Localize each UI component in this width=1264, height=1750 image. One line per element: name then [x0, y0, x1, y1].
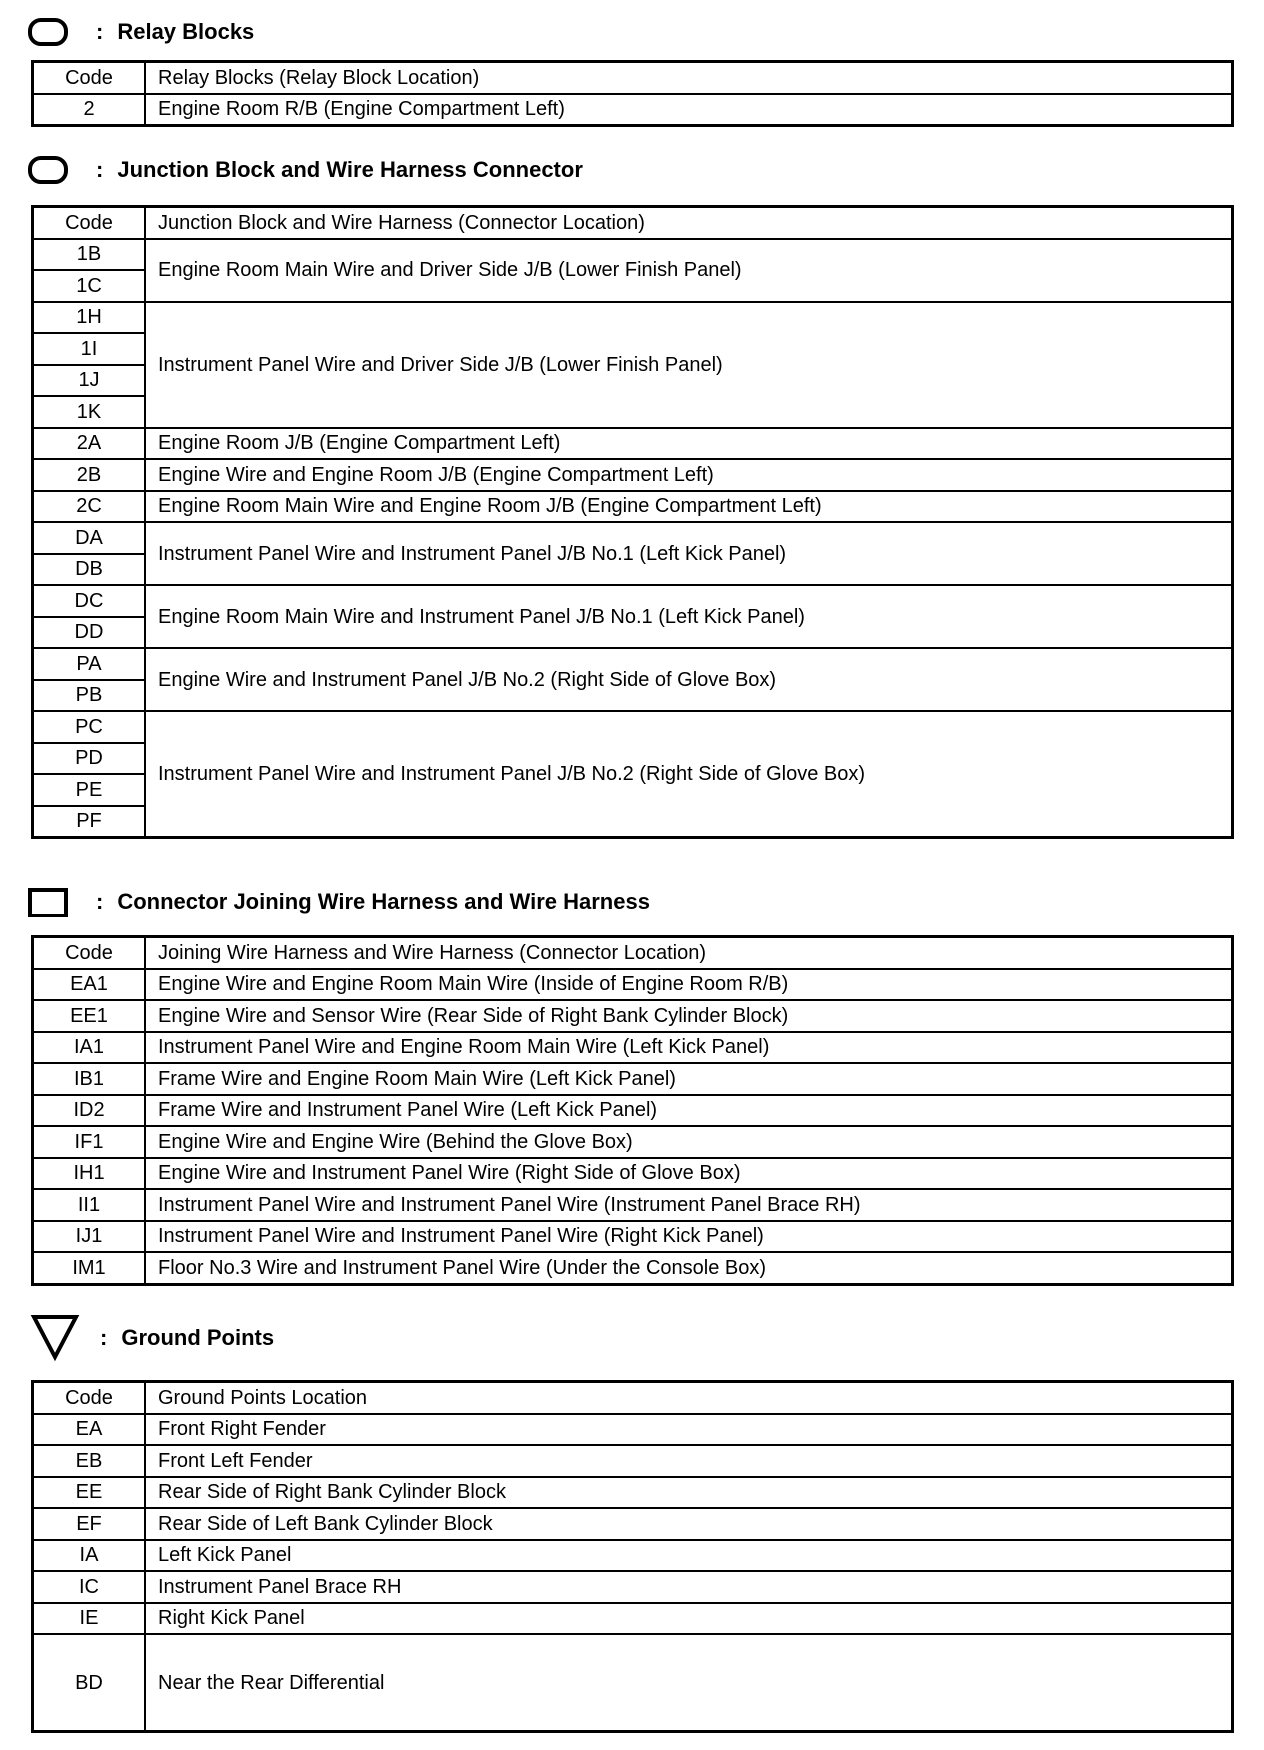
row-description: Right Kick Panel [145, 1603, 1233, 1635]
table-row [33, 1000, 1233, 1032]
table-row [33, 1126, 1233, 1158]
table-header-row [33, 1382, 1233, 1414]
table-row [33, 711, 1233, 743]
row-code: 1I [33, 333, 146, 365]
junction-block-colon: : [96, 157, 104, 182]
table-row [33, 1095, 1233, 1127]
location-column-header: Ground Points Location [145, 1382, 1233, 1414]
relay-blocks-colon: : [96, 19, 104, 44]
row-code: EE1 [33, 1000, 146, 1032]
row-description: Engine Wire and Engine Room J/B (Engine Compartment Left) [145, 459, 1233, 491]
relay-blocks-header [28, 12, 254, 52]
row-code: 2A [33, 428, 146, 460]
row-code: IM1 [33, 1252, 146, 1284]
row-description: Floor No.3 Wire and Instrument Panel Wire (Under the Console Box) [145, 1252, 1233, 1284]
relay-block-symbol-icon [28, 17, 70, 47]
row-description: Instrument Panel Wire and Instrument Panel Wire (Right Kick Panel) [145, 1221, 1233, 1253]
table-header-row [33, 207, 1233, 239]
row-code: IC [33, 1571, 146, 1603]
table-row [33, 1252, 1233, 1284]
table-header-row [33, 937, 1233, 969]
row-code: DA [33, 522, 146, 554]
row-code: IJ1 [33, 1221, 146, 1253]
junction-block-title: Junction Block and Wire Harness Connector [117, 157, 583, 182]
junction-block-header [28, 150, 583, 190]
junction-block-table [31, 205, 1234, 839]
connector-joining-symbol-icon [28, 887, 70, 917]
row-code: PB [33, 680, 146, 712]
table-row [33, 969, 1233, 1001]
row-code: DB [33, 554, 146, 586]
table-row [33, 1540, 1233, 1572]
table-row [33, 94, 1233, 126]
relay-blocks-table [31, 60, 1234, 127]
row-description: Engine Room Main Wire and Engine Room J/B (Engine Compartment Left) [145, 491, 1233, 523]
row-code: EB [33, 1445, 146, 1477]
table-row [33, 459, 1233, 491]
row-code: 1H [33, 302, 146, 334]
location-column-header: Relay Blocks (Relay Block Location) [145, 62, 1233, 94]
row-description: Engine Wire and Sensor Wire (Rear Side of Right Bank Cylinder Block) [145, 1000, 1233, 1032]
connector-joining-table [31, 935, 1234, 1286]
table-row [33, 1414, 1233, 1446]
row-description: Rear Side of Right Bank Cylinder Block [145, 1477, 1233, 1509]
table-row [33, 648, 1233, 680]
table-row [33, 428, 1233, 460]
table-row [33, 522, 1233, 554]
table-row [33, 239, 1233, 271]
row-code: IA1 [33, 1032, 146, 1064]
code-column-header: Code [33, 937, 146, 969]
row-code: EA [33, 1414, 146, 1446]
table-row [33, 585, 1233, 617]
row-description: Frame Wire and Instrument Panel Wire (Left Kick Panel) [145, 1095, 1233, 1127]
row-code: IH1 [33, 1158, 146, 1190]
table-row [33, 1571, 1233, 1603]
row-code: 2B [33, 459, 146, 491]
connector-joining-header [28, 882, 650, 922]
row-code: 1J [33, 365, 146, 397]
ground-points-colon: : [100, 1325, 108, 1350]
row-description: Engine Room R/B (Engine Compartment Left) [145, 94, 1233, 126]
row-code: IB1 [33, 1063, 146, 1095]
code-column-header: Code [33, 207, 146, 239]
table-row [33, 1032, 1233, 1064]
location-column-header: Junction Block and Wire Harness (Connector Location) [145, 207, 1233, 239]
row-description: Engine Wire and Engine Wire (Behind the Glove Box) [145, 1126, 1233, 1158]
row-description: Instrument Panel Wire and Driver Side J/B (Lower Finish Panel) [145, 302, 1233, 428]
row-description: Rear Side of Left Bank Cylinder Block [145, 1508, 1233, 1540]
row-description: Engine Wire and Engine Room Main Wire (Inside of Engine Room R/B) [145, 969, 1233, 1001]
row-description: Instrument Panel Wire and Instrument Panel Wire (Instrument Panel Brace RH) [145, 1189, 1233, 1221]
row-code: IF1 [33, 1126, 146, 1158]
code-column-header: Code [33, 1382, 146, 1414]
table-row [33, 1158, 1233, 1190]
table-row [33, 1063, 1233, 1095]
row-code: IE [33, 1603, 146, 1635]
row-code: II1 [33, 1189, 146, 1221]
row-code: PF [33, 806, 146, 838]
row-description: Front Right Fender [145, 1414, 1233, 1446]
row-description: Near the Rear Differential [145, 1634, 1233, 1732]
ground-points-header [28, 1318, 274, 1358]
table-row [33, 302, 1233, 334]
table-row [33, 1508, 1233, 1540]
row-code: 1C [33, 270, 146, 302]
row-code: EA1 [33, 969, 146, 1001]
row-description: Frame Wire and Engine Room Main Wire (Left Kick Panel) [145, 1063, 1233, 1095]
table-header-row [33, 62, 1233, 94]
row-code: IA [33, 1540, 146, 1572]
row-description: Instrument Panel Brace RH [145, 1571, 1233, 1603]
row-description: Engine Room J/B (Engine Compartment Left) [145, 428, 1233, 460]
row-code: 2C [33, 491, 146, 523]
row-code: 1K [33, 396, 146, 428]
row-code: DD [33, 617, 146, 649]
relay-blocks-title: Relay Blocks [117, 19, 255, 44]
row-code: DC [33, 585, 146, 617]
connector-joining-title: Connector Joining Wire Harness and Wire Harness [117, 889, 650, 914]
junction-block-symbol-icon [28, 155, 70, 185]
ground-point-triangle-icon [28, 1313, 80, 1363]
table-row [33, 1477, 1233, 1509]
table-row [33, 1221, 1233, 1253]
table-row [33, 491, 1233, 523]
row-code: PE [33, 774, 146, 806]
row-description: Engine Wire and Instrument Panel J/B No.2 (Right Side of Glove Box) [145, 648, 1233, 711]
row-description: Instrument Panel Wire and Instrument Panel J/B No.2 (Right Side of Glove Box) [145, 711, 1233, 838]
row-code: 1B [33, 239, 146, 271]
row-description: Engine Wire and Instrument Panel Wire (Right Side of Glove Box) [145, 1158, 1233, 1190]
row-description: Instrument Panel Wire and Instrument Panel J/B No.1 (Left Kick Panel) [145, 522, 1233, 585]
row-description: Front Left Fender [145, 1445, 1233, 1477]
row-description: Engine Room Main Wire and Instrument Panel J/B No.1 (Left Kick Panel) [145, 585, 1233, 648]
ground-points-table [31, 1380, 1234, 1733]
row-code: PA [33, 648, 146, 680]
connector-joining-colon: : [96, 889, 104, 914]
ground-points-title: Ground Points [121, 1325, 275, 1350]
table-row [33, 1603, 1233, 1635]
row-code: EE [33, 1477, 146, 1509]
row-code: EF [33, 1508, 146, 1540]
row-code: ID2 [33, 1095, 146, 1127]
table-row [33, 1634, 1233, 1732]
row-code: PC [33, 711, 146, 743]
row-code: 2 [33, 94, 146, 126]
table-row [33, 1445, 1233, 1477]
row-description: Left Kick Panel [145, 1540, 1233, 1572]
row-description: Engine Room Main Wire and Driver Side J/B (Lower Finish Panel) [145, 239, 1233, 302]
row-code: PD [33, 743, 146, 775]
code-column-header: Code [33, 62, 146, 94]
row-description: Instrument Panel Wire and Engine Room Main Wire (Left Kick Panel) [145, 1032, 1233, 1064]
location-column-header: Joining Wire Harness and Wire Harness (Connector Location) [145, 937, 1233, 969]
table-row [33, 1189, 1233, 1221]
row-code: BD [33, 1634, 146, 1732]
